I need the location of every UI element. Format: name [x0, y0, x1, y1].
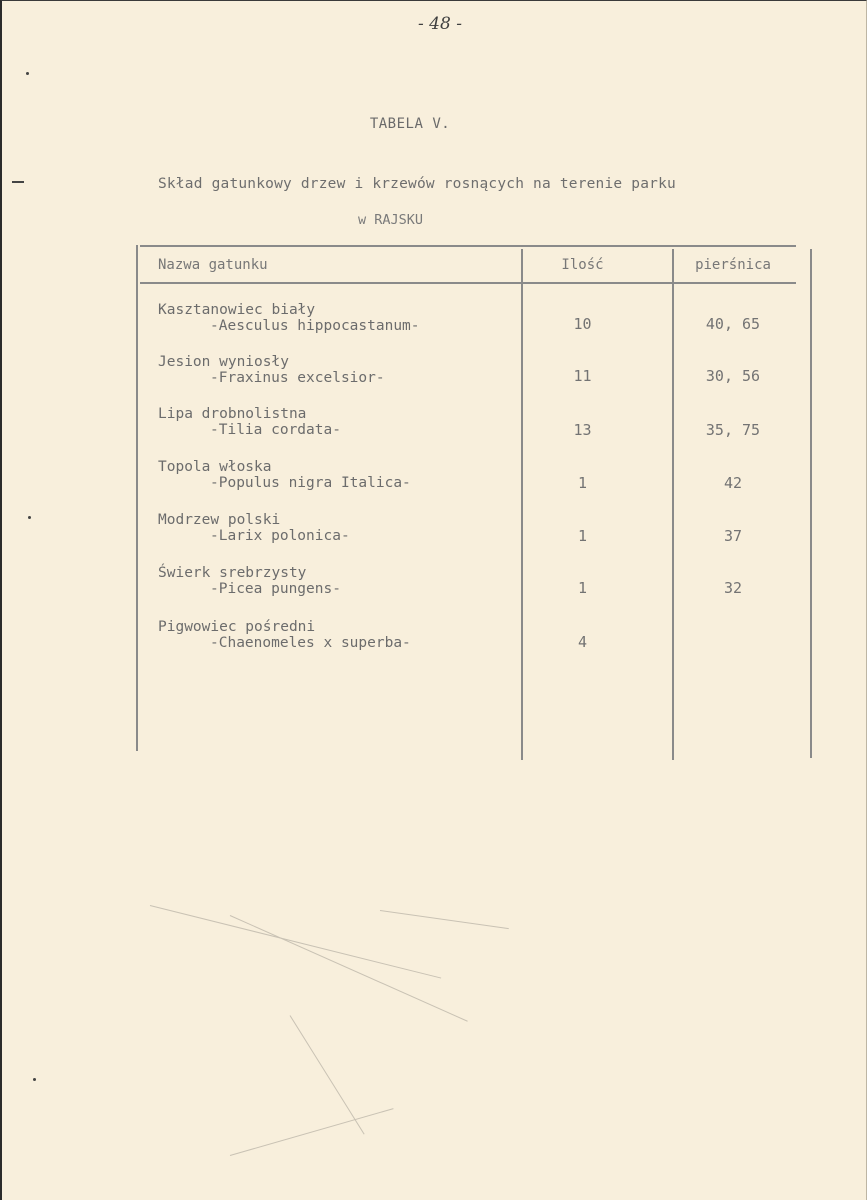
species-quantity: 1	[577, 474, 588, 492]
table-row	[158, 512, 350, 544]
species-circumference: 40, 65	[705, 315, 761, 333]
species-latin-name: -Aesculus hippocastanum-	[210, 318, 420, 334]
table-row	[158, 619, 411, 651]
table-left-rule	[136, 245, 138, 751]
table-caption-line2: w RAJSKU	[358, 212, 424, 228]
table-row	[158, 459, 411, 491]
species-latin-name: -Larix polonica-	[210, 528, 350, 544]
scan-speck	[26, 72, 29, 75]
species-latin-name: -Chaenomeles x superba-	[210, 635, 411, 651]
species-latin-name: -Fraxinus excelsior-	[210, 370, 385, 386]
header-name: Nazwa gatunku	[158, 257, 268, 273]
table-row	[158, 302, 420, 334]
species-circumference: 30, 56	[705, 367, 761, 385]
species-latin-name: -Tilia cordata-	[210, 422, 341, 438]
species-polish-name: Modrzew polski	[158, 512, 281, 528]
species-polish-name: Lipa drobnolistna	[158, 406, 307, 422]
page-number: - 48 -	[418, 14, 462, 34]
species-quantity: 4	[577, 633, 588, 651]
species-polish-name: Jesion wyniosły	[158, 354, 289, 370]
species-quantity: 1	[577, 527, 588, 545]
species-quantity: 10	[573, 315, 592, 333]
table-col-rule-1	[521, 249, 523, 760]
table-top-rule	[140, 245, 796, 247]
species-latin-name: -Picea pungens-	[210, 581, 341, 597]
header-circumference: pierśnica	[695, 257, 771, 273]
species-polish-name: Topola włoska	[158, 459, 272, 475]
header-quantity: Ilość	[561, 257, 604, 273]
species-quantity: 11	[573, 367, 592, 385]
table-col-rule-2	[672, 249, 674, 760]
table-header-rule	[140, 282, 796, 284]
species-quantity: 13	[573, 421, 592, 439]
scan-speck	[12, 181, 24, 183]
species-polish-name: Pigwowiec pośredni	[158, 619, 316, 635]
scan-speck	[33, 1078, 36, 1081]
table-row	[158, 406, 341, 438]
table-caption-line1: Skład gatunkowy drzew i krzewów rosnących na terenie parku	[158, 176, 676, 192]
species-polish-name: Świerk srebrzysty	[158, 565, 307, 581]
species-latin-name: -Populus nigra Italica-	[210, 475, 411, 491]
table-row	[158, 565, 341, 597]
scan-speck	[28, 516, 31, 519]
species-polish-name: Kasztanowiec biały	[158, 302, 316, 318]
species-circumference: 35, 75	[705, 421, 761, 439]
species-circumference: 32	[723, 579, 743, 597]
table-row	[158, 354, 385, 386]
species-circumference: 42	[723, 474, 743, 492]
table-right-rule	[810, 249, 812, 758]
species-circumference: 37	[723, 527, 743, 545]
species-quantity: 1	[577, 579, 588, 597]
table-title: TABELA V.	[369, 116, 451, 132]
